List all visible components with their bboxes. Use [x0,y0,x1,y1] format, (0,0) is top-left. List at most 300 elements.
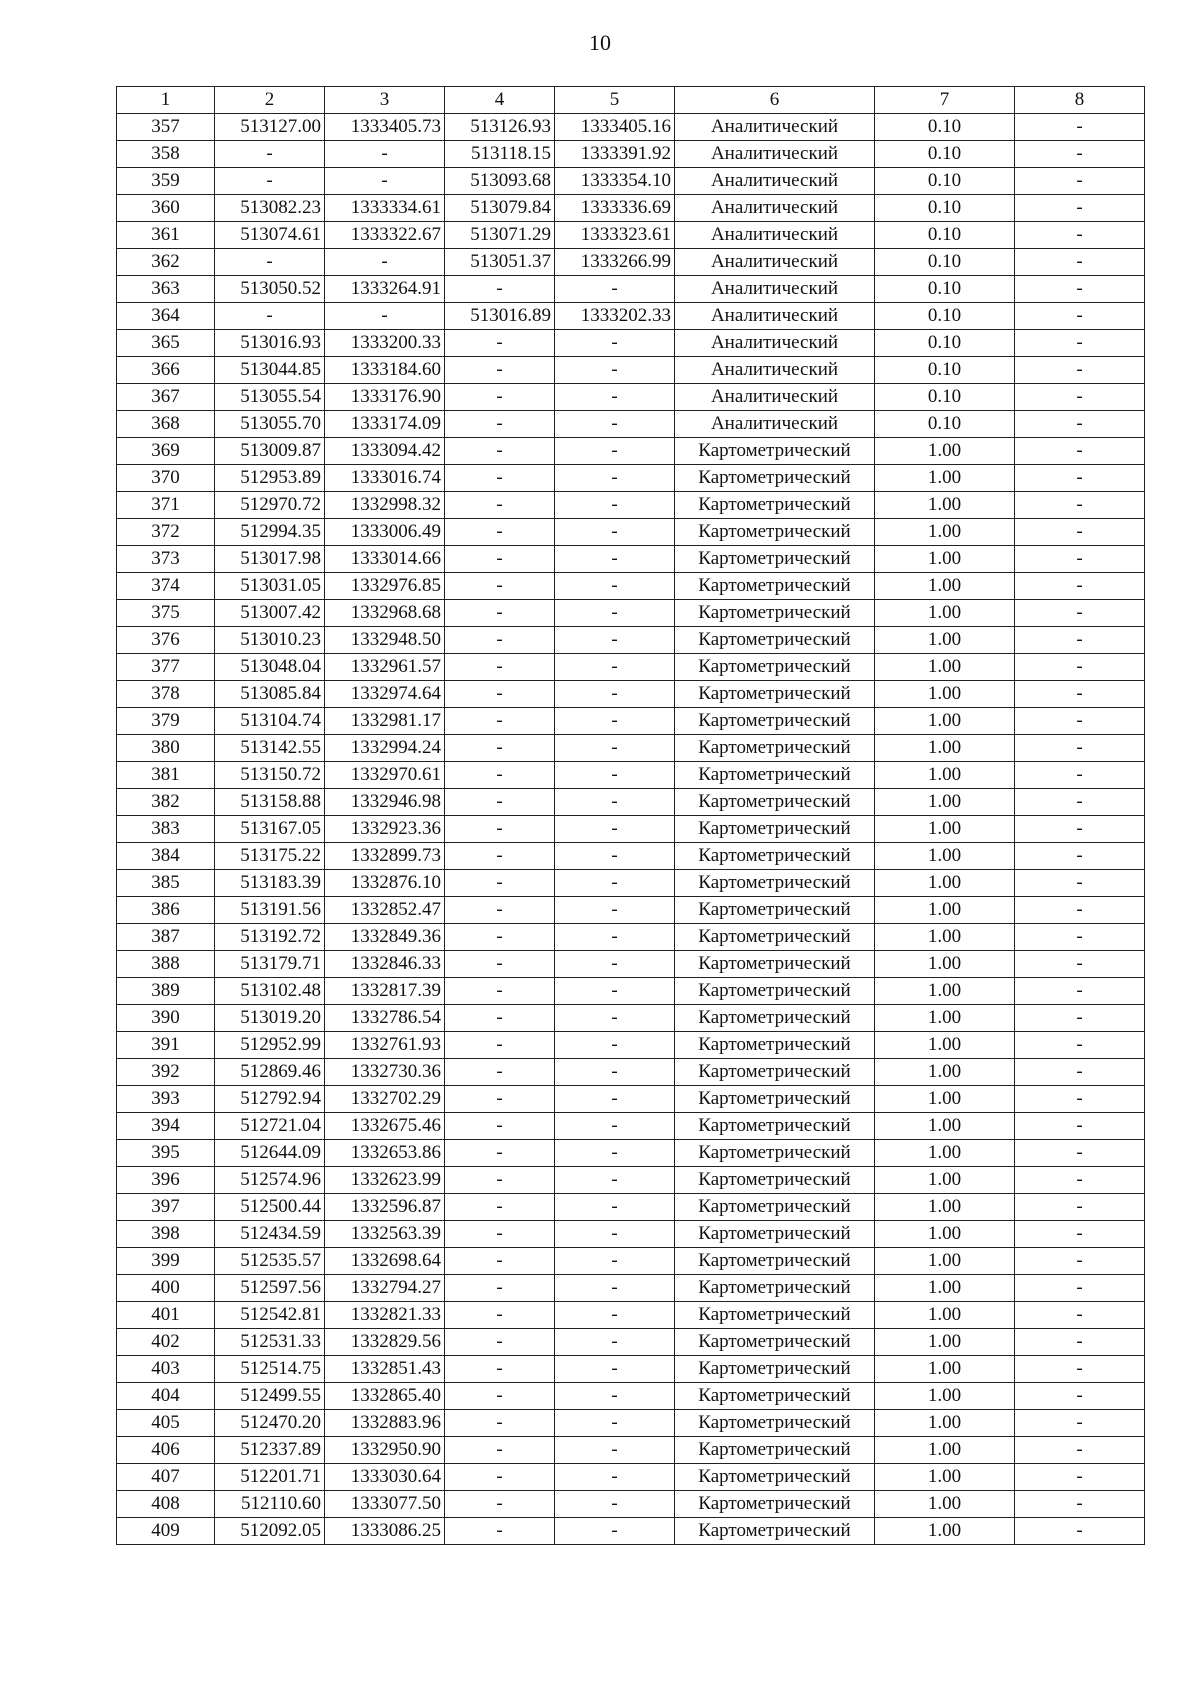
accuracy-cell: 1.00 [875,1032,1015,1059]
x-coordinate-new-cell: - [445,438,555,465]
accuracy-cell: 0.10 [875,222,1015,249]
description-cell: - [1015,438,1145,465]
x-coordinate-old-cell: 512792.94 [215,1086,325,1113]
accuracy-cell: 1.00 [875,843,1015,870]
x-coordinate-new-cell: - [445,546,555,573]
y-coordinate-new-cell: 1333405.16 [555,114,675,141]
table-body [117,114,1145,1545]
table-row [117,168,1145,195]
y-coordinate-new-cell: - [555,1086,675,1113]
coordinates-table [116,86,1145,1545]
description-cell: - [1015,735,1145,762]
table-row [117,1275,1145,1302]
accuracy-cell: 0.10 [875,357,1015,384]
x-coordinate-new-cell: 513118.15 [445,141,555,168]
y-coordinate-old-cell: 1333322.67 [325,222,445,249]
point-number-cell: 393 [117,1086,215,1113]
method-cell: Картометрический [675,1383,875,1410]
x-coordinate-old-cell: 512952.99 [215,1032,325,1059]
method-cell: Картометрический [675,492,875,519]
point-number-cell: 372 [117,519,215,546]
table-row [117,330,1145,357]
point-number-cell: 362 [117,249,215,276]
accuracy-cell: 1.00 [875,627,1015,654]
description-cell: - [1015,1275,1145,1302]
y-coordinate-new-cell: - [555,330,675,357]
table-row [117,1410,1145,1437]
x-coordinate-old-cell: 512970.72 [215,492,325,519]
y-coordinate-old-cell: 1332675.46 [325,1113,445,1140]
point-number-cell: 361 [117,222,215,249]
x-coordinate-new-cell: - [445,1437,555,1464]
x-coordinate-old-cell: 513031.05 [215,573,325,600]
y-coordinate-new-cell: - [555,789,675,816]
table-row [117,114,1145,141]
point-number-cell: 382 [117,789,215,816]
y-coordinate-old-cell: 1333200.33 [325,330,445,357]
point-number-cell: 369 [117,438,215,465]
accuracy-cell: 1.00 [875,924,1015,951]
y-coordinate-old-cell: 1332998.32 [325,492,445,519]
y-coordinate-old-cell: 1332623.99 [325,1167,445,1194]
method-cell: Картометрический [675,1464,875,1491]
x-coordinate-new-cell: - [445,762,555,789]
point-number-cell: 368 [117,411,215,438]
accuracy-cell: 1.00 [875,897,1015,924]
table-row [117,1437,1145,1464]
point-number-cell: 406 [117,1437,215,1464]
accuracy-cell: 1.00 [875,519,1015,546]
y-coordinate-new-cell: - [555,276,675,303]
method-cell: Картометрический [675,1086,875,1113]
method-cell: Аналитический [675,222,875,249]
point-number-cell: 357 [117,114,215,141]
method-cell: Картометрический [675,1140,875,1167]
y-coordinate-old-cell: 1332596.87 [325,1194,445,1221]
x-coordinate-old-cell: 513082.23 [215,195,325,222]
accuracy-cell: 1.00 [875,1356,1015,1383]
y-coordinate-new-cell: - [555,1491,675,1518]
method-cell: Картометрический [675,1194,875,1221]
x-coordinate-new-cell: 513126.93 [445,114,555,141]
description-cell: - [1015,1518,1145,1545]
accuracy-cell: 1.00 [875,708,1015,735]
point-number-cell: 405 [117,1410,215,1437]
table-row [117,249,1145,276]
y-coordinate-new-cell: - [555,411,675,438]
x-coordinate-old-cell: 512535.57 [215,1248,325,1275]
method-cell: Картометрический [675,627,875,654]
method-cell: Картометрический [675,600,875,627]
description-cell: - [1015,411,1145,438]
description-cell: - [1015,168,1145,195]
x-coordinate-new-cell: - [445,1275,555,1302]
y-coordinate-new-cell: - [555,1518,675,1545]
point-number-cell: 391 [117,1032,215,1059]
x-coordinate-old-cell: 513150.72 [215,762,325,789]
description-cell: - [1015,546,1145,573]
description-cell: - [1015,303,1145,330]
y-coordinate-old-cell: 1332946.98 [325,789,445,816]
accuracy-cell: 1.00 [875,1167,1015,1194]
method-cell: Аналитический [675,141,875,168]
y-coordinate-new-cell: - [555,1410,675,1437]
table-row [117,1005,1145,1032]
x-coordinate-new-cell: - [445,1194,555,1221]
x-coordinate-old-cell: 513192.72 [215,924,325,951]
method-cell: Аналитический [675,195,875,222]
description-cell: - [1015,1248,1145,1275]
column-header: 3 [325,87,445,114]
method-cell: Картометрический [675,870,875,897]
y-coordinate-new-cell: 1333266.99 [555,249,675,276]
point-number-cell: 401 [117,1302,215,1329]
y-coordinate-old-cell: 1332829.56 [325,1329,445,1356]
accuracy-cell: 0.10 [875,276,1015,303]
point-number-cell: 364 [117,303,215,330]
description-cell: - [1015,1221,1145,1248]
method-cell: Картометрический [675,1275,875,1302]
table-row [117,1032,1145,1059]
accuracy-cell: 0.10 [875,249,1015,276]
x-coordinate-old-cell: 513055.70 [215,411,325,438]
accuracy-cell: 0.10 [875,114,1015,141]
x-coordinate-old-cell: 512953.89 [215,465,325,492]
method-cell: Картометрический [675,1059,875,1086]
description-cell: - [1015,1410,1145,1437]
accuracy-cell: 1.00 [875,573,1015,600]
y-coordinate-new-cell: - [555,951,675,978]
method-cell: Картометрический [675,1356,875,1383]
x-coordinate-new-cell: - [445,1086,555,1113]
point-number-cell: 378 [117,681,215,708]
y-coordinate-old-cell: 1332653.86 [325,1140,445,1167]
accuracy-cell: 1.00 [875,870,1015,897]
x-coordinate-old-cell: 513183.39 [215,870,325,897]
accuracy-cell: 1.00 [875,1275,1015,1302]
table-row [117,411,1145,438]
table-row [117,1302,1145,1329]
table-row [117,843,1145,870]
table-row [117,1167,1145,1194]
method-cell: Картометрический [675,1302,875,1329]
column-header: 1 [117,87,215,114]
x-coordinate-old-cell: 513085.84 [215,681,325,708]
description-cell: - [1015,1383,1145,1410]
table-row [117,1329,1145,1356]
point-number-cell: 359 [117,168,215,195]
description-cell: - [1015,1113,1145,1140]
table-row [117,384,1145,411]
x-coordinate-old-cell: 512110.60 [215,1491,325,1518]
accuracy-cell: 1.00 [875,1086,1015,1113]
x-coordinate-old-cell: 512869.46 [215,1059,325,1086]
point-number-cell: 379 [117,708,215,735]
method-cell: Картометрический [675,1410,875,1437]
y-coordinate-new-cell: - [555,1275,675,1302]
method-cell: Картометрический [675,1221,875,1248]
y-coordinate-old-cell: 1333086.25 [325,1518,445,1545]
x-coordinate-new-cell: - [445,843,555,870]
x-coordinate-new-cell: - [445,654,555,681]
x-coordinate-new-cell: 513071.29 [445,222,555,249]
point-number-cell: 375 [117,600,215,627]
method-cell: Картометрический [675,1032,875,1059]
x-coordinate-new-cell: - [445,573,555,600]
x-coordinate-new-cell: - [445,492,555,519]
point-number-cell: 365 [117,330,215,357]
y-coordinate-old-cell: 1333176.90 [325,384,445,411]
point-number-cell: 404 [117,1383,215,1410]
x-coordinate-old-cell: - [215,168,325,195]
description-cell: - [1015,573,1145,600]
y-coordinate-old-cell: 1332948.50 [325,627,445,654]
y-coordinate-new-cell: - [555,1167,675,1194]
x-coordinate-old-cell: 513007.42 [215,600,325,627]
description-cell: - [1015,465,1145,492]
method-cell: Картометрический [675,1518,875,1545]
point-number-cell: 394 [117,1113,215,1140]
table-row [117,1464,1145,1491]
method-cell: Картометрический [675,789,875,816]
x-coordinate-new-cell: - [445,1248,555,1275]
method-cell: Картометрический [675,546,875,573]
page-number: 10 [589,30,611,55]
y-coordinate-new-cell: - [555,978,675,1005]
x-coordinate-new-cell: - [445,681,555,708]
method-cell: Картометрический [675,1491,875,1518]
x-coordinate-new-cell: - [445,924,555,951]
table-row [117,492,1145,519]
y-coordinate-new-cell: - [555,573,675,600]
table-row [117,546,1145,573]
method-cell: Картометрический [675,519,875,546]
method-cell: Картометрический [675,465,875,492]
y-coordinate-new-cell: - [555,465,675,492]
y-coordinate-new-cell: 1333323.61 [555,222,675,249]
accuracy-cell: 1.00 [875,1221,1015,1248]
point-number-cell: 377 [117,654,215,681]
x-coordinate-old-cell: 512337.89 [215,1437,325,1464]
method-cell: Аналитический [675,411,875,438]
y-coordinate-old-cell: 1332981.17 [325,708,445,735]
y-coordinate-old-cell: - [325,141,445,168]
accuracy-cell: 1.00 [875,1302,1015,1329]
y-coordinate-old-cell: 1333405.73 [325,114,445,141]
method-cell: Аналитический [675,276,875,303]
x-coordinate-old-cell: 513127.00 [215,114,325,141]
method-cell: Картометрический [675,1167,875,1194]
y-coordinate-new-cell: - [555,1113,675,1140]
table-row [117,1491,1145,1518]
x-coordinate-new-cell: - [445,1518,555,1545]
table-row [117,195,1145,222]
accuracy-cell: 1.00 [875,816,1015,843]
description-cell: - [1015,1329,1145,1356]
table-row [117,1383,1145,1410]
description-cell: - [1015,789,1145,816]
x-coordinate-old-cell: 513167.05 [215,816,325,843]
table-row [117,573,1145,600]
x-coordinate-old-cell: - [215,249,325,276]
y-coordinate-new-cell: - [555,843,675,870]
description-cell: - [1015,1302,1145,1329]
table-row [117,1086,1145,1113]
y-coordinate-old-cell: 1332852.47 [325,897,445,924]
description-cell: - [1015,384,1145,411]
point-number-cell: 373 [117,546,215,573]
y-coordinate-old-cell: - [325,249,445,276]
table-row [117,924,1145,951]
accuracy-cell: 0.10 [875,384,1015,411]
accuracy-cell: 1.00 [875,546,1015,573]
y-coordinate-new-cell: - [555,870,675,897]
y-coordinate-new-cell: 1333202.33 [555,303,675,330]
x-coordinate-old-cell: 513074.61 [215,222,325,249]
description-cell: - [1015,1491,1145,1518]
point-number-cell: 358 [117,141,215,168]
x-coordinate-new-cell: - [445,870,555,897]
table-row [117,816,1145,843]
accuracy-cell: 1.00 [875,1113,1015,1140]
method-cell: Картометрический [675,897,875,924]
table-row [117,789,1145,816]
description-cell: - [1015,924,1145,951]
x-coordinate-new-cell: - [445,1356,555,1383]
y-coordinate-old-cell: 1332698.64 [325,1248,445,1275]
accuracy-cell: 1.00 [875,1005,1015,1032]
x-coordinate-new-cell: 513051.37 [445,249,555,276]
description-cell: - [1015,276,1145,303]
point-number-cell: 398 [117,1221,215,1248]
table-row [117,951,1145,978]
table-row [117,1221,1145,1248]
y-coordinate-old-cell: 1333016.74 [325,465,445,492]
y-coordinate-new-cell: 1333354.10 [555,168,675,195]
y-coordinate-old-cell: 1332849.36 [325,924,445,951]
x-coordinate-old-cell: - [215,303,325,330]
accuracy-cell: 0.10 [875,168,1015,195]
column-header: 4 [445,87,555,114]
point-number-cell: 384 [117,843,215,870]
description-cell: - [1015,1464,1145,1491]
y-coordinate-old-cell: 1333174.09 [325,411,445,438]
x-coordinate-old-cell: 513175.22 [215,843,325,870]
y-coordinate-old-cell: 1332950.90 [325,1437,445,1464]
y-coordinate-old-cell: 1332923.36 [325,816,445,843]
table-row [117,222,1145,249]
method-cell: Картометрический [675,735,875,762]
y-coordinate-old-cell: 1332976.85 [325,573,445,600]
table-header-row [117,87,1145,114]
method-cell: Картометрический [675,708,875,735]
x-coordinate-new-cell: - [445,978,555,1005]
x-coordinate-new-cell: - [445,411,555,438]
x-coordinate-old-cell: 512721.04 [215,1113,325,1140]
accuracy-cell: 0.10 [875,330,1015,357]
y-coordinate-new-cell: - [555,438,675,465]
table-row [117,735,1145,762]
description-cell: - [1015,816,1145,843]
y-coordinate-old-cell: 1332876.10 [325,870,445,897]
method-cell: Картометрический [675,681,875,708]
point-number-cell: 400 [117,1275,215,1302]
method-cell: Картометрический [675,951,875,978]
point-number-cell: 360 [117,195,215,222]
y-coordinate-old-cell: 1332994.24 [325,735,445,762]
y-coordinate-old-cell: - [325,168,445,195]
table-row [117,465,1145,492]
method-cell: Картометрический [675,1329,875,1356]
x-coordinate-old-cell: 513050.52 [215,276,325,303]
accuracy-cell: 1.00 [875,465,1015,492]
description-cell: - [1015,1167,1145,1194]
accuracy-cell: 1.00 [875,654,1015,681]
accuracy-cell: 0.10 [875,141,1015,168]
x-coordinate-old-cell: 513019.20 [215,1005,325,1032]
column-header: 6 [675,87,875,114]
accuracy-cell: 1.00 [875,789,1015,816]
x-coordinate-new-cell: - [445,735,555,762]
x-coordinate-new-cell: - [445,1383,555,1410]
y-coordinate-old-cell: 1333184.60 [325,357,445,384]
method-cell: Аналитический [675,168,875,195]
method-cell: Аналитический [675,330,875,357]
method-cell: Картометрический [675,978,875,1005]
x-coordinate-new-cell: - [445,627,555,654]
x-coordinate-new-cell: - [445,1491,555,1518]
y-coordinate-new-cell: - [555,384,675,411]
y-coordinate-old-cell: 1332865.40 [325,1383,445,1410]
method-cell: Картометрический [675,762,875,789]
y-coordinate-old-cell: 1332883.96 [325,1410,445,1437]
y-coordinate-new-cell: - [555,1059,675,1086]
y-coordinate-old-cell: 1332821.33 [325,1302,445,1329]
x-coordinate-old-cell: 513158.88 [215,789,325,816]
accuracy-cell: 1.00 [875,762,1015,789]
point-number-cell: 407 [117,1464,215,1491]
description-cell: - [1015,897,1145,924]
description-cell: - [1015,951,1145,978]
point-number-cell: 386 [117,897,215,924]
description-cell: - [1015,627,1145,654]
y-coordinate-old-cell: 1332846.33 [325,951,445,978]
table-row [117,978,1145,1005]
point-number-cell: 367 [117,384,215,411]
accuracy-cell: 1.00 [875,951,1015,978]
description-cell: - [1015,978,1145,1005]
accuracy-cell: 1.00 [875,1491,1015,1518]
method-cell: Картометрический [675,816,875,843]
table-row [117,1194,1145,1221]
y-coordinate-old-cell: 1332851.43 [325,1356,445,1383]
y-coordinate-new-cell: 1333391.92 [555,141,675,168]
table-row [117,600,1145,627]
y-coordinate-new-cell: - [555,1248,675,1275]
y-coordinate-new-cell: - [555,924,675,951]
method-cell: Аналитический [675,357,875,384]
table-row [117,357,1145,384]
y-coordinate-old-cell: 1333014.66 [325,546,445,573]
y-coordinate-old-cell: - [325,303,445,330]
x-coordinate-new-cell: - [445,1005,555,1032]
y-coordinate-new-cell: - [555,1437,675,1464]
description-cell: - [1015,222,1145,249]
y-coordinate-old-cell: 1332817.39 [325,978,445,1005]
table-row [117,519,1145,546]
accuracy-cell: 1.00 [875,1248,1015,1275]
table-row [117,1140,1145,1167]
